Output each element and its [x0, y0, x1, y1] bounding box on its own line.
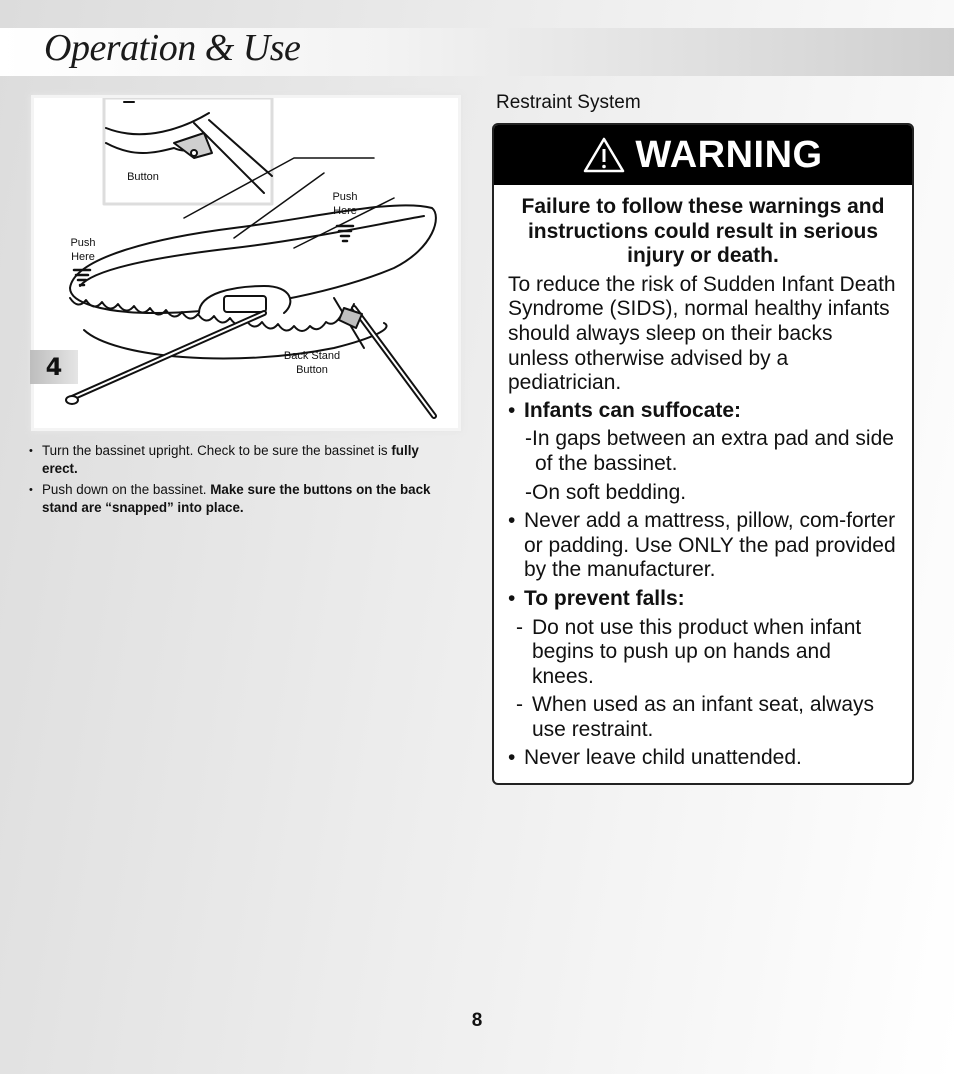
bullet-falls — [508, 587, 898, 612]
bullet-suffocate-label: Infants can suffocate: — [524, 398, 742, 422]
callout-push-here-right-line2: Here — [333, 205, 357, 217]
falls-item — [516, 616, 898, 690]
bullet-unattended — [508, 746, 898, 771]
step-number-badge: 4 — [30, 350, 78, 384]
instruction-list — [28, 442, 458, 520]
callout-button: Button — [127, 171, 159, 183]
falls-item-text: When used as an infant seat, always use restraint. — [532, 693, 875, 741]
bullet-mark: • — [508, 586, 516, 610]
warning-header — [494, 125, 912, 185]
warning-triangle-icon — [583, 137, 625, 173]
page-title: Operation & Use — [44, 27, 301, 69]
callout-push-here-left-line2: Here — [71, 251, 95, 263]
falls-item-text: Do not use this product when infant begins to push up on hands and knees. — [532, 615, 862, 688]
bullet-unattended-text: Never leave child unattended. — [524, 746, 802, 770]
sids-intro: To reduce the risk of Sudden Infant Death Syndrome (SIDS), normal healthy infants should always sleep on their backs unless otherwise advised by a pediatrician. — [508, 272, 896, 395]
warning-body — [494, 185, 912, 771]
instruction-item — [28, 442, 458, 478]
callout-back-stand-line2: Button — [296, 364, 328, 376]
instruction-bold-text: Make sure the buttons on the back stand are “snapped” into place. — [42, 482, 431, 515]
instruction-text: Push down on the bassinet. — [42, 482, 211, 497]
dash-mark: - — [516, 693, 523, 717]
bullet-falls-label: To prevent falls: — [524, 586, 685, 610]
dash-mark: - — [516, 615, 523, 639]
bassinet-illustration — [34, 98, 458, 428]
section-heading: Restraint System — [496, 92, 641, 113]
callout-push-here-left — [60, 236, 106, 264]
callout-push-here-right-line1: Push — [332, 191, 358, 203]
suffocate-item: -On soft bedding. — [525, 480, 687, 504]
instruction-bold-text: fully erect. — [42, 443, 419, 476]
falls-item — [516, 693, 898, 742]
bullet-mattress — [508, 509, 898, 583]
bullet-mark: • — [508, 509, 516, 533]
callout-push-here-right — [322, 190, 368, 218]
callout-push-here-left-line1: Push — [70, 237, 96, 249]
bullet-mark: • — [508, 746, 516, 770]
bullet-mark: • — [508, 398, 516, 422]
warning-lead: Failure to follow these warnings and instructions could result in serious injury or death. — [521, 195, 885, 268]
page-number: 8 — [471, 1010, 483, 1031]
warning-title: WARNING — [635, 133, 823, 176]
warning-box — [492, 123, 914, 785]
callout-back-stand-button — [270, 349, 354, 377]
bullet-mattress-text: Never add a mattress, pillow, com-forter or padding. Use ONLY the pad provided by the manufacturer. — [524, 509, 896, 582]
bullet-suffocate — [508, 399, 898, 424]
instruction-item — [28, 481, 458, 517]
callout-back-stand-line1: Back Stand — [283, 350, 341, 362]
instruction-text: Turn the bassinet upright. Check to be sure the bassinet is — [42, 443, 392, 458]
suffocate-item: -In gaps between an extra pad and side of the bassinet. — [525, 427, 894, 475]
